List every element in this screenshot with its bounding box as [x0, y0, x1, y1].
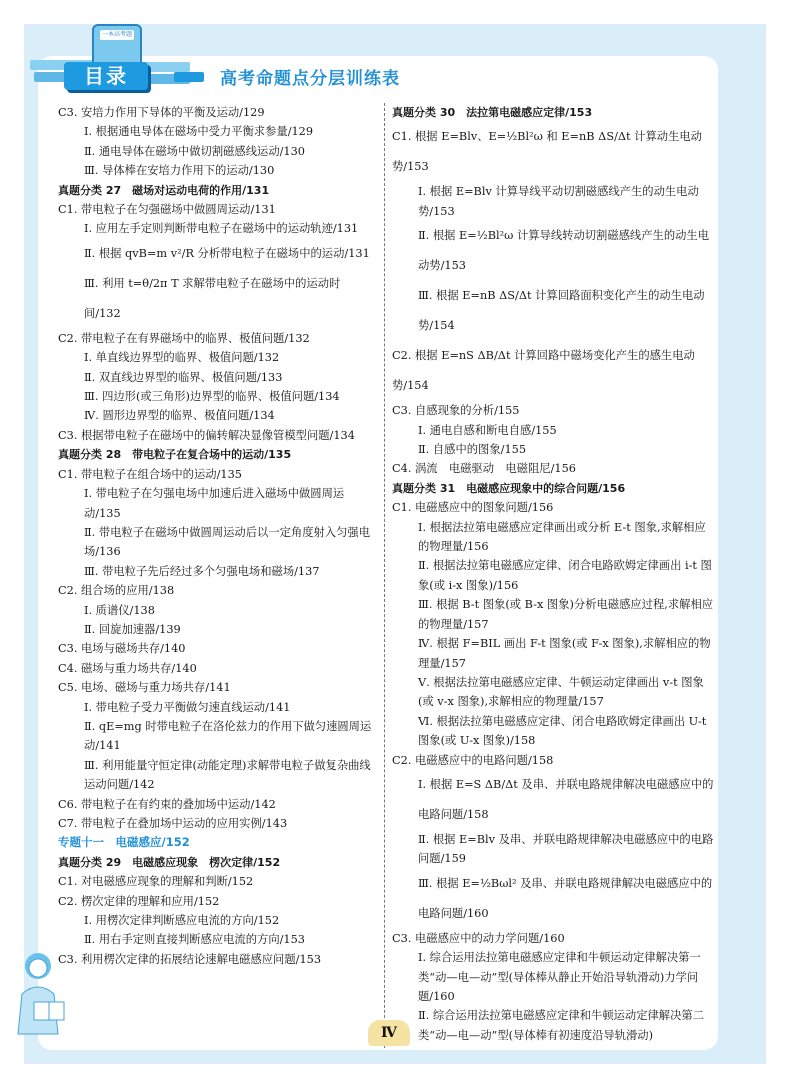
- toc-entry: C2. 根据 E=nS ΔB/Δt 计算回路中磁场变化产生的感生电动势/154: [392, 349, 695, 393]
- toc-entry: Ⅱ. 根据 E=½Bl²ω 计算导线转动切割磁感线产生的动生电动势/153: [418, 229, 710, 273]
- toc-entry: Ⅵ. 根据法拉第电磁感应定律、闭合电路欧姆定律画出 U-t 图象(或 U-x 图象)/158: [418, 714, 707, 748]
- toc-entry: Ⅱ. 根据法拉第电磁感应定律、闭合电路欧姆定律画出 i-t 图象(或 i-x 图象)/156: [418, 559, 712, 592]
- toc-entry: Ⅱ. 综合运用法拉第电磁感应定律和牛顿运动定律解决第二类“动—电—动”型(导体棒有初速度沿导轨滑动): [418, 1009, 704, 1042]
- toc-entry: Ⅲ. 导体棒在安培力作用下的运动/130: [84, 164, 275, 178]
- toc-entry: Ⅱ. 回旋加速器/139: [84, 622, 181, 636]
- toc-entry: Ⅰ. 根据 E=Blv 计算导线平动切割磁感线产生的动生电动势/153: [418, 185, 699, 218]
- toc-entry: Ⅱ. 根据 E=Blv 及串、并联电路规律解决电磁感应中的电路问题/159: [418, 832, 714, 866]
- toc-entry: C3. 安培力作用下导体的平衡及运动/129: [58, 106, 265, 119]
- toc-left-column: [58, 103, 376, 969]
- section-heading: 真题分类 30 法拉第电磁感应定律/153: [392, 106, 593, 119]
- toc-title: 目录: [64, 62, 148, 90]
- toc-entry: Ⅲ. 利用 t=θ/2π T 求解带电粒子在磁场中的运动时间/132: [84, 276, 341, 320]
- toc-entry: C2. 楞次定律的理解和应用/152: [58, 894, 220, 908]
- section-heading: 真题分类 31 电磁感应现象中的综合问题/156: [392, 481, 626, 495]
- toc-entry: Ⅰ. 根据通电导体在磁场中受力平衡求参量/129: [84, 125, 314, 139]
- toc-entry: Ⅰ. 根据法拉第电磁感应定律画出或分析 E-t 图象,求解相应的物理量/156: [418, 520, 706, 554]
- girl-reading-illustration: [8, 944, 78, 1044]
- column-divider: [384, 103, 385, 1048]
- toc-entry: C3. 根据带电粒子在磁场中的偏转解决显像管模型问题/134: [58, 428, 355, 442]
- toc-entry: Ⅰ. 通电自感和断电自感/155: [418, 423, 557, 437]
- section-heading: 真题分类 29 电磁感应现象 楞次定律/152: [58, 855, 281, 869]
- toc-entry: Ⅲ. 四边形(或三角形)边界型的临界、极值问题/134: [84, 390, 340, 404]
- chapter-heading: 专题十一 电磁感应/152: [58, 835, 190, 850]
- toc-entry: C1. 电磁感应中的图象问题/156: [392, 501, 554, 515]
- toc-entry: Ⅱ. 双直线边界型的临界、极值问题/133: [84, 370, 283, 384]
- toc-entry: Ⅱ. qE=mg 时带电粒子在洛伦兹力的作用下做匀速圆周运动/141: [84, 719, 372, 753]
- toc-entry: C4. 磁场与重力场共存/140: [58, 661, 197, 675]
- toc-entry: Ⅰ. 带电粒子受力平衡做匀速直线运动/141: [84, 700, 291, 714]
- toc-entry: Ⅰ. 根据 E=S ΔB/Δt 及串、并联电路规律解决电磁感应中的电路问题/158: [418, 777, 714, 821]
- toc-entry: Ⅱ. 带电粒子在磁场中做圆周运动后以一定角度射入匀强电场/136: [84, 525, 370, 559]
- toc-entry: C6. 带电粒子在有约束的叠加场中运动/142: [58, 797, 276, 811]
- toc-entry: Ⅲ. 根据 E=½Bωl² 及串、并联电路规律解决电磁感应中的电路问题/160: [418, 876, 713, 920]
- toc-entry: C1. 对电磁感应现象的理解和判断/152: [58, 875, 254, 889]
- mascot-tag: 一本高考题: [101, 31, 132, 38]
- section-heading: 真题分类 28 带电粒子在复合场中的运动/135: [58, 448, 292, 462]
- toc-entry: C2. 组合场的应用/138: [58, 584, 175, 598]
- toc-entry: Ⅲ. 根据 E=nB ΔS/Δt 计算回路面积变化产生的动生电动势/154: [418, 289, 705, 333]
- toc-entry: C2. 带电粒子在有界磁场中的临界、极值问题/132: [58, 331, 310, 345]
- toc-entry: Ⅱ. 自感中的图象/155: [418, 443, 527, 457]
- toc-entry: Ⅲ. 根据 B-t 图象(或 B-x 图象)分析电磁感应过程,求解相应的物理量/157: [418, 598, 714, 631]
- section-heading: 真题分类 27 磁场对运动电荷的作用/131: [58, 183, 270, 197]
- page-subtitle: 高考命题点分层训练表: [220, 69, 400, 89]
- toc-entry: C1. 带电粒子在组合场中的运动/135: [58, 467, 242, 481]
- toc-entry: Ⅰ. 质谱仪/138: [84, 603, 155, 617]
- page-number: Ⅳ: [368, 1020, 410, 1046]
- toc-entry: Ⅲ. 带电粒子先后经过多个匀强电场和磁场/137: [84, 564, 320, 578]
- toc-entry: Ⅱ. 根据 qvB=m v²/R 分析带电粒子在磁场中的运动/131: [84, 246, 370, 260]
- toc-entry: C4. 涡流 电磁驱动 电磁阻尼/156: [392, 462, 576, 476]
- toc-right-column: [392, 103, 714, 1045]
- toc-entry: Ⅱ. 用右手定则直接判断感应电流的方向/153: [84, 933, 305, 947]
- toc-entry: C3. 电场与磁场共存/140: [58, 642, 186, 656]
- toc-entry: Ⅰ. 单直线边界型的临界、极值问题/132: [84, 351, 280, 365]
- toc-entry: Ⅰ. 用楞次定律判断感应电流的方向/152: [84, 914, 280, 928]
- toc-entry: Ⅰ. 应用左手定则判断带电粒子在磁场中的运动轨迹/131: [84, 222, 359, 236]
- toc-entry: C1. 根据 E=Blv、E=½Bl²ω 和 E=nB ΔS/Δt 计算动生电动势/153: [392, 130, 702, 174]
- toc-entry: C2. 电磁感应中的电路问题/158: [392, 753, 554, 767]
- toc-entry: Ⅳ. 根据 F=BIL 画出 F-t 图象(或 F-x 图象),求解相应的物理量/157: [418, 637, 711, 670]
- toc-entry: C1. 带电粒子在匀强磁场中做圆周运动/131: [58, 203, 276, 217]
- title-band: [174, 72, 204, 82]
- toc-entry: C3. 电磁感应中的动力学问题/160: [392, 931, 565, 945]
- toc-entry: C3. 利用楞次定律的拓展结论速解电磁感应问题/153: [58, 952, 322, 966]
- toc-entry: Ⅲ. 利用能量守恒定律(动能定理)求解带电粒子做复杂曲线运动问题/142: [84, 758, 371, 792]
- toc-entry: Ⅱ. 通电导体在磁场中做切割磁感线运动/130: [84, 144, 305, 158]
- toc-entry: C3. 自感现象的分析/155: [392, 404, 520, 418]
- toc-entry: C7. 带电粒子在叠加场中运动的应用实例/143: [58, 817, 288, 830]
- toc-entry: Ⅳ. 圆形边界型的临界、极值问题/134: [84, 409, 275, 423]
- toc-entry: Ⅰ. 综合运用法拉第电磁感应定律和牛顿运动定律解决第一类“动—电—动”型(导体棒从静止开始沿导轨滑动)力学问题/160: [418, 951, 701, 1003]
- toc-entry: C5. 电场、磁场与重力场共存/141: [58, 681, 231, 695]
- toc-entry: Ⅰ. 带电粒子在匀强电场中加速后进入磁场中做圆周运动/135: [84, 487, 345, 520]
- header: [24, 24, 766, 94]
- toc-entry: Ⅴ. 根据法拉第电磁感应定律、牛顿运动定律画出 v-t 图象(或 v-x 图象),求解相应的物理量/157: [418, 675, 704, 709]
